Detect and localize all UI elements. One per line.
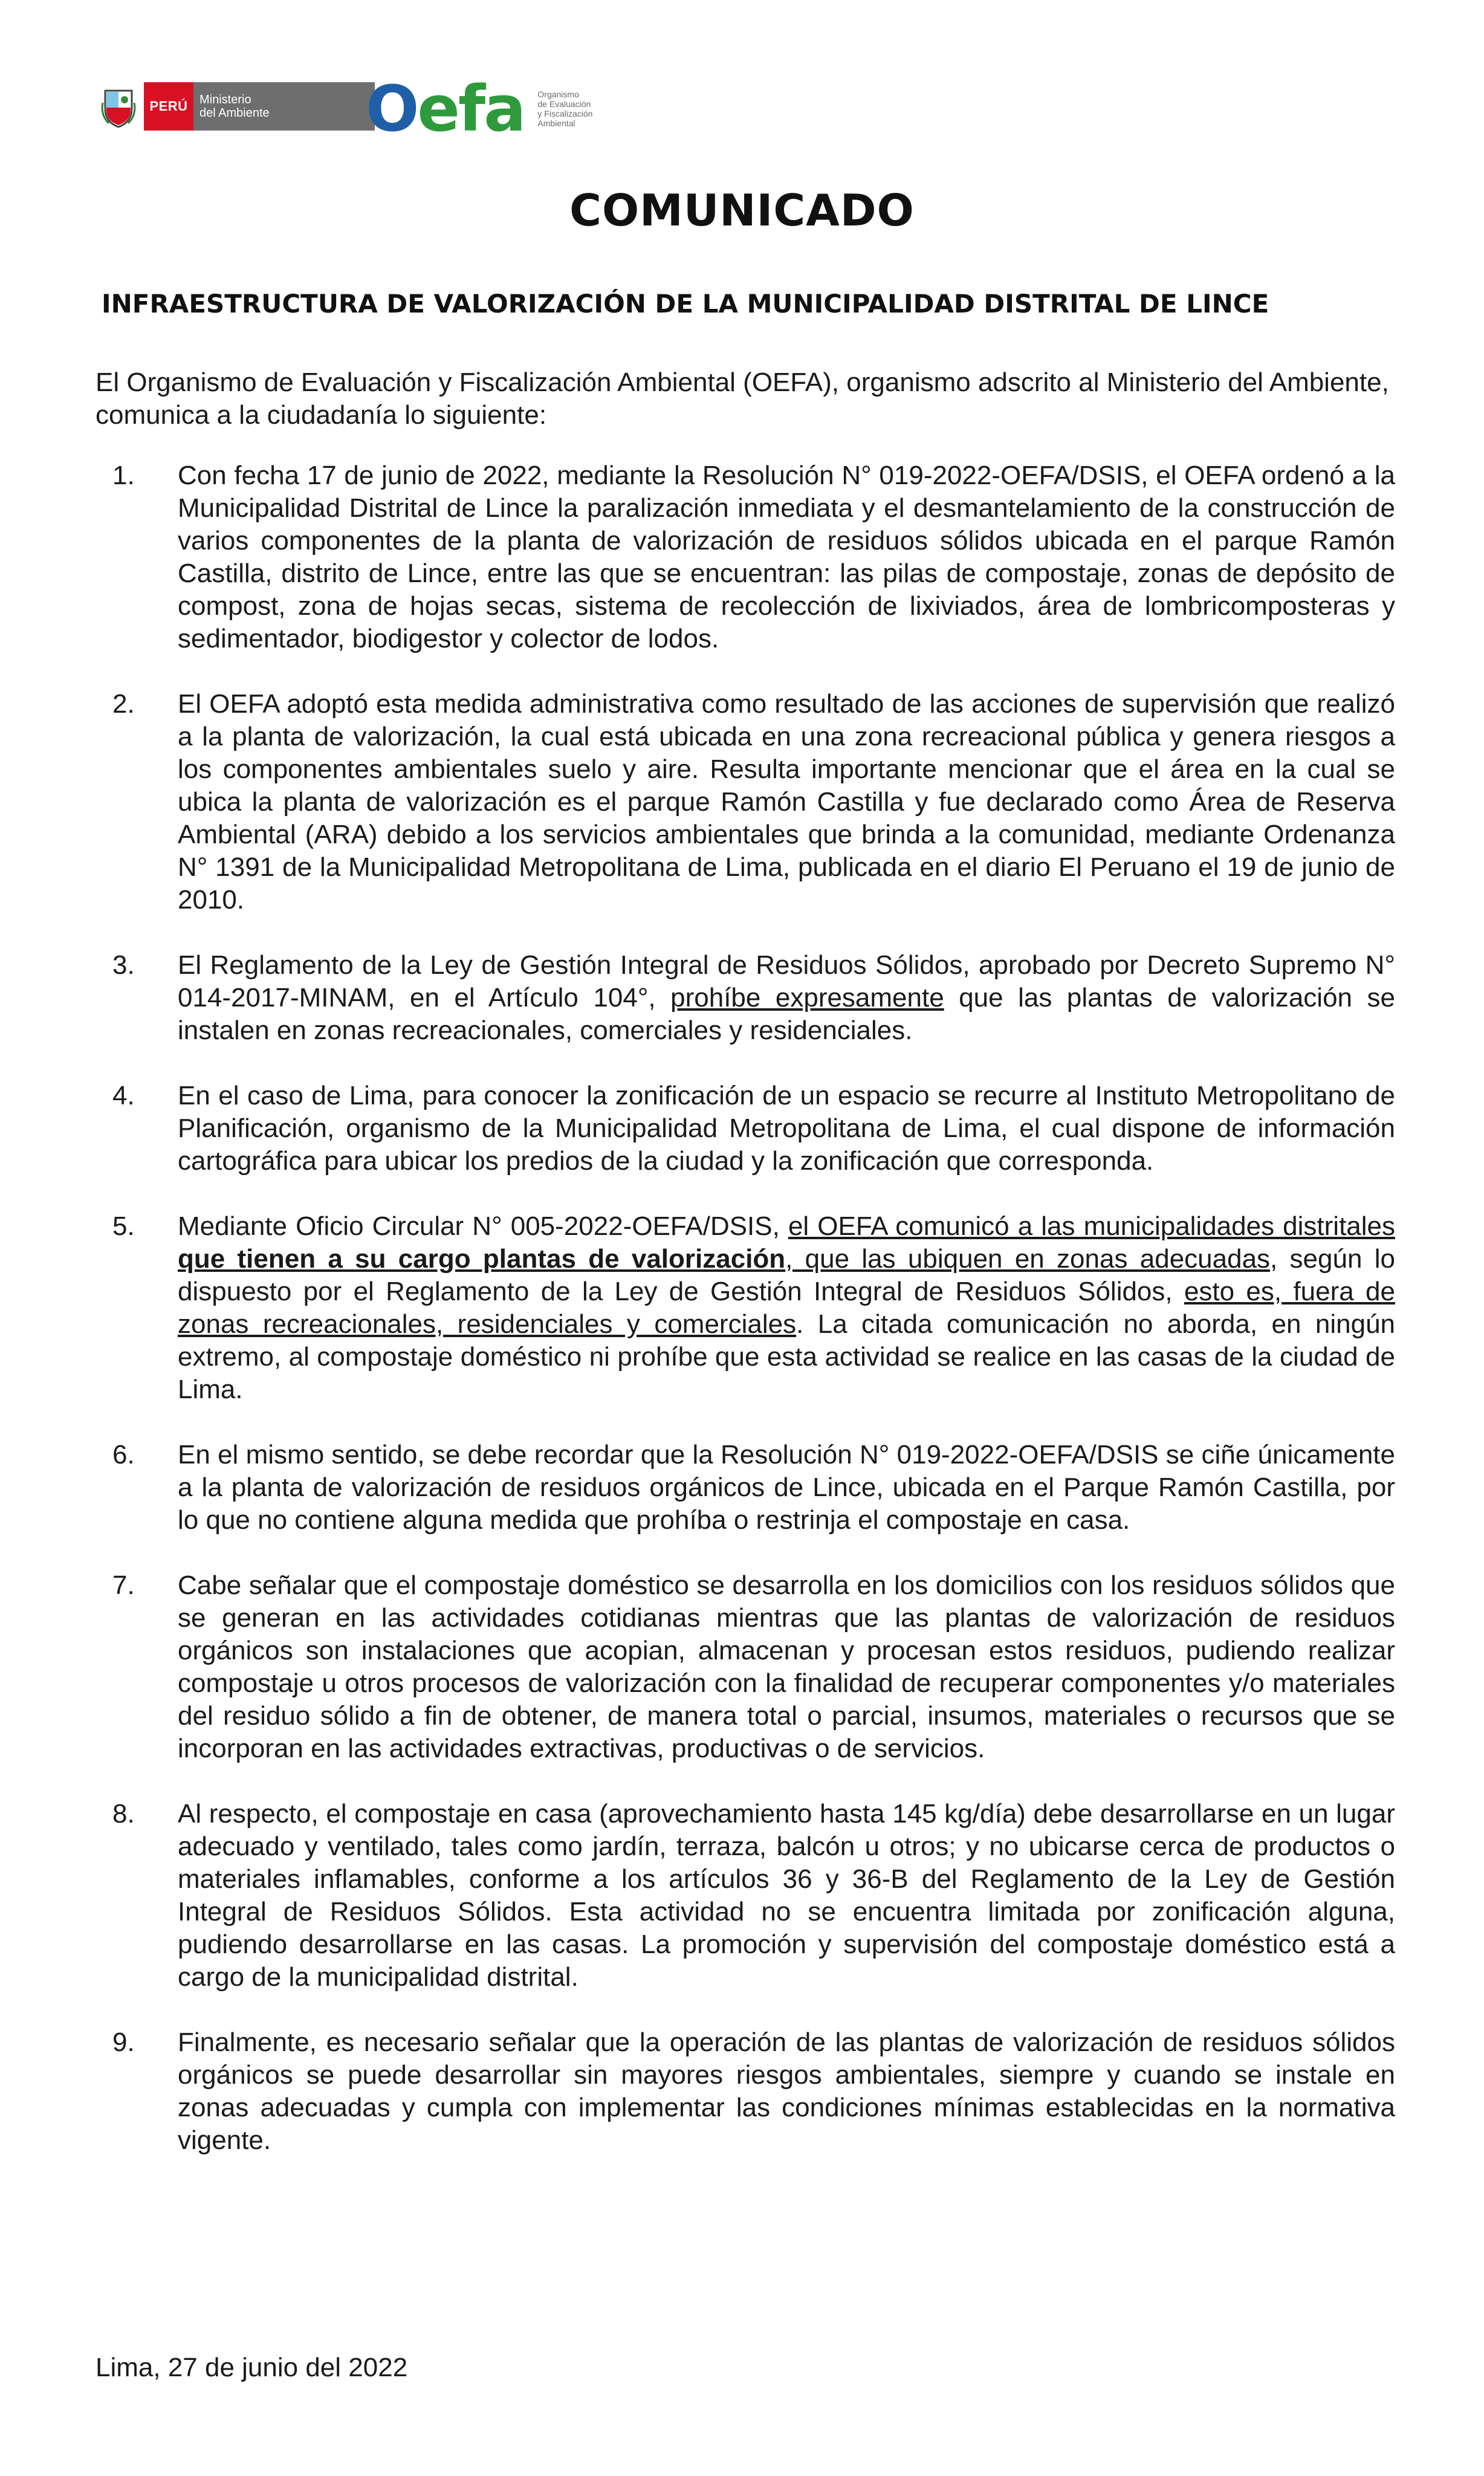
intro-paragraph: El Organismo de Evaluación y Fiscalización Ambiental (OEFA), organismo adscrito al Ministerio del Ambiente, comunica a la ciudadanía lo siguiente:	[96, 368, 1389, 430]
oefa-desc-line: Ambiental	[537, 118, 575, 128]
list-item	[96, 1569, 1395, 1765]
item-text: Finalmente, es necesario señalar que la operación de las plantas de valorización de residuos sólidos orgánicos se puede desarrollar sin mayores riesgos ambientales, siempre y cuando se instale en zonas adecuadas y cumpla con implementar las condiciones mínimas establecidas en la normativa vigente.	[178, 2027, 1395, 2155]
item-number: 2.	[112, 689, 135, 719]
oefa-logo	[366, 72, 593, 146]
item-text: En el mismo sentido, se debe recordar que la Resolución N° 019-2022-OEFA/DSIS se ciñe únicamente a la planta de valorización de residuos orgánicos de Lince, ubicada en el Parque Ramón Castilla, por lo que no contiene alguna medida que prohíba o restrinja el compostaje en casa.	[178, 1440, 1395, 1535]
item-number: 6.	[112, 1440, 135, 1470]
list-item	[96, 688, 1395, 916]
item-number: 4.	[112, 1081, 135, 1110]
ministerio-label	[193, 82, 375, 131]
list-item	[96, 1798, 1395, 1994]
list-item	[96, 1080, 1395, 1178]
oefa-efa: efa	[417, 72, 525, 146]
item-text: Cabe señalar que el compostaje doméstico se desarrolla en los domicilios con los residuos sólidos que se generan en las actividades cotidianas mientras que las plantas de valorización de residuos orgánicos son instalaciones que acopian, almacenan y procesan estos residuos, pudiendo realizar compostaje u otros procesos de valorización con la finalidad de recuperar componentes y/o materiales del residuo sólido a fin de obtener, de manera total o parcial, insumos, materiales o recursos que se incorporan en las actividades extractivas, productivas o de servicios.	[178, 1570, 1395, 1763]
item-text-segment: . La citada comunicación no aborda, en ningún extremo, al compostaje doméstico ni prohíbe que esta actividad se realice en las casas de la ciudad de Lima.	[178, 1309, 1396, 1404]
item-text: En el caso de Lima, para conocer la zonificación de un espacio se recurre al Instituto Metropolitano de Planificación, organismo de la Municipalidad Metropolitana de Lima, el cual dispone de información cartográfica para ubicar los predios de la ciudad y la zonificación que corresponda.	[178, 1081, 1395, 1176]
item-text	[178, 949, 1395, 1047]
list-item	[96, 459, 1395, 655]
item-number: 9.	[112, 2027, 135, 2057]
item-text-segment: , según lo dispuesto por el Reglamento de la Ley de Gestión Integral de Residuos Sólidos,	[178, 1244, 1395, 1306]
item-number: 7.	[112, 1570, 135, 1600]
item-text-segment: Mediante Oficio Circular N° 005-2022-OEFA/DSIS,	[178, 1211, 788, 1241]
list-item	[96, 1210, 1395, 1406]
list-item	[96, 949, 1395, 1047]
peru-coat-of-arms-icon	[97, 82, 140, 131]
page-title: COMUNICADO	[569, 185, 915, 236]
item-text: Al respecto, el compostaje en casa (aprovechamiento hasta 145 kg/día) debe desarrollarse en un lugar adecuado y ventilado, tales como jardín, terraza, balcón u otros; y no ubicarse cerca de productos o materiales inflamables, conforme a los artículos 36 y 36-B del Reglamento de la Ley de Gestión Integral de Residuos Sólidos. Esta actividad no se encuentra limitada por zonificación alguna, pudiendo desarrollarse en las casas. La promoción y supervisión del compostaje doméstico está a cargo de la municipalidad distrital.	[178, 1799, 1395, 1992]
item-text	[178, 1210, 1395, 1406]
item-text: El OEFA adoptó esta medida administrativa como resultado de las acciones de supervisión que realizó a la planta de valorización, la cual está ubicada en una zona recreacional pública y genera riesgos a los componentes ambientales suelo y aire. Resulta importante mencionar que el área en la cual se ubica la planta de valorización es el parque Ramón Castilla y fue declarado como Área de Reserva Ambiental (ARA) debido a los servicios ambientales que brinda a la comunidad, mediante Ordenanza N° 1391 de la Municipalidad Metropolitana de Lima, publicada en el diario El Peruano el 19 de junio de 2010.	[178, 689, 1395, 915]
document-subtitle: INFRAESTRUCTURA DE VALORIZACIÓN DE LA MUNICIPALIDAD DISTRITAL DE LINCE	[102, 289, 1269, 319]
list-item	[96, 2026, 1395, 2157]
document-date: Lima, 27 de junio del 2022	[96, 2353, 408, 2382]
item-number: 1.	[112, 461, 135, 490]
underlined-text: prohíbe expresamente	[670, 983, 944, 1013]
oefa-desc-line: y Fiscalización	[537, 109, 593, 118]
oefa-wordmark	[366, 72, 525, 146]
item-number: 8.	[112, 1799, 135, 1829]
list-item	[96, 1439, 1395, 1537]
ministerio-line-2: del Ambiente	[199, 106, 270, 120]
oefa-description	[537, 89, 592, 128]
item-text: Con fecha 17 de junio de 2022, mediante la Resolución N° 019-2022-OEFA/DSIS, el OEFA ordenó a la Municipalidad Distrital de Lince la paralización inmediata y el desmantelamiento de la construcción de varios componentes de la planta de valorización de residuos sólidos ubicada en el parque Ramón Castilla, distrito de Lince, entre las que se encuentran: las pilas de compostaje, zonas de depósito de compost, zona de hojas secas, sistema de recolección de lixiviados, área de lombricomposteras y sedimentador, biodigestor y colector de lodos.	[178, 461, 1395, 653]
bold-underlined-text: que tienen a su cargo plantas de valorización	[178, 1244, 786, 1274]
ministerio-line-1: Ministerio	[199, 93, 251, 106]
item-text-segment: El Reglamento de la Ley de Gestión Integral de Residuos Sólidos, aprobado por Decreto Supremo N° 014-2017-MINAM, en el Artículo 104°,	[178, 950, 1395, 1013]
oefa-o: O	[366, 72, 418, 146]
oefa-desc-line: de Evaluación	[537, 99, 591, 109]
item-number: 3.	[112, 950, 135, 980]
peru-label: PERÚ	[144, 82, 193, 131]
item-number: 5.	[112, 1211, 135, 1241]
ministerio-del-ambiente-logo	[97, 82, 375, 131]
item-text-segment: que las plantas de valorización se instalen en zonas recreacionales, comerciales y residenciales.	[178, 983, 1395, 1045]
numbered-list	[96, 459, 1395, 2189]
underlined-text: esto es, fuera de zonas recreacionales, residenciales y comerciales	[178, 1277, 1395, 1339]
underlined-text: el OEFA comunicó a las municipalidades distritales	[788, 1211, 1396, 1241]
oefa-desc-line: Organismo	[537, 89, 579, 99]
underlined-text: , que las ubiquen en zonas adecuadas	[785, 1244, 1271, 1274]
